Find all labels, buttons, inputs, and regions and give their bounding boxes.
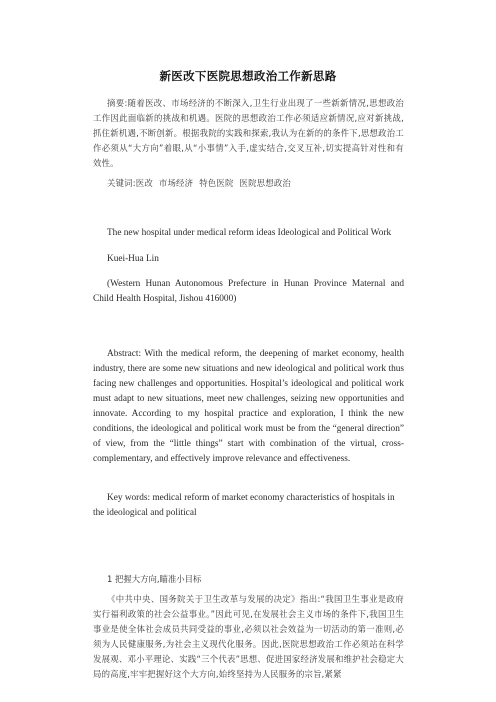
keywords-label: 关键词: [107, 178, 136, 188]
english-author: Kuei-Hua Lin [107, 254, 159, 264]
english-title: The new hospital under medical reform ideas Ideological and Political Work [107, 228, 392, 238]
english-affiliation: (Western Hunan Autonomous Prefecture in Hunan Province Maternal and Child Health Hospital, Jishou 416000) [93, 279, 404, 304]
keywords-english: Key words: medical reform of market economy characteristics of hospitals in the ideological and political [93, 493, 395, 518]
keyword-item: 市场经济 [158, 178, 194, 188]
section-heading: 1 把握大方向,瞄准小目标 [107, 574, 202, 584]
keyword-item: 医改 [135, 178, 153, 188]
section-body: 《中共中央、国务院关于卫生改革与发展的决定》指出:“我国卫生事业是政府实行福利政策的社会公益事业。”因此可见,在发展社会主义市场的条件下,我国卫生事业是使全体社会成员共同受益的事业,必须以社会效益为一切活动的第一准则,必须为人民健康服务,为社会主义现代化服务。因此,医院思想政治工作必须站在科学发展观、邓小平理论、实践“三个代表”思想、促进国家经济发展和维护社会稳定大局的高度,牢牢把握好这个大方向,始终坚持为人民服务的宗旨,紧紧 [93, 594, 404, 679]
abstract-chinese: 摘要:随着医改、市场经济的不断深入,卫生行业出现了一些新新情况,思想政治工作因此面临新的挑战和机遇。医院的思想政治工作必须适应新情况,应对新挑战,抓住新机遇,不断创新。根据我院的实践和探索,我认为在新的的条件下,思想政治工作必须从“大方向”着眼,从“小事情”入手,虚实结合,交叉互补,切实提高针对性和有效性。 [93, 98, 404, 168]
keyword-item: 特色医院 [199, 178, 234, 188]
abstract-english: Abstract: With the medical reform, the deepening of market economy, health industry, there are some new situations and new ideological and political work thus facing new challenges and opportunities. Hospital’s ideological and political work must adapt to new situations, meet new challenges, seizing new opportunities and innovate. According to my hospital practice and exploration, I think the new conditions, the ideological and political work must be from the “general direction” of view, from the “little things” start with combination of the virtual, cross-complementary, and effectively improve relevance and effectiveness. [93, 349, 404, 464]
paper-title: 新医改下医院思想政治工作新思路 [159, 69, 337, 83]
keywords-chinese [93, 176, 404, 191]
keyword-item: 医院思想政治 [239, 178, 291, 188]
